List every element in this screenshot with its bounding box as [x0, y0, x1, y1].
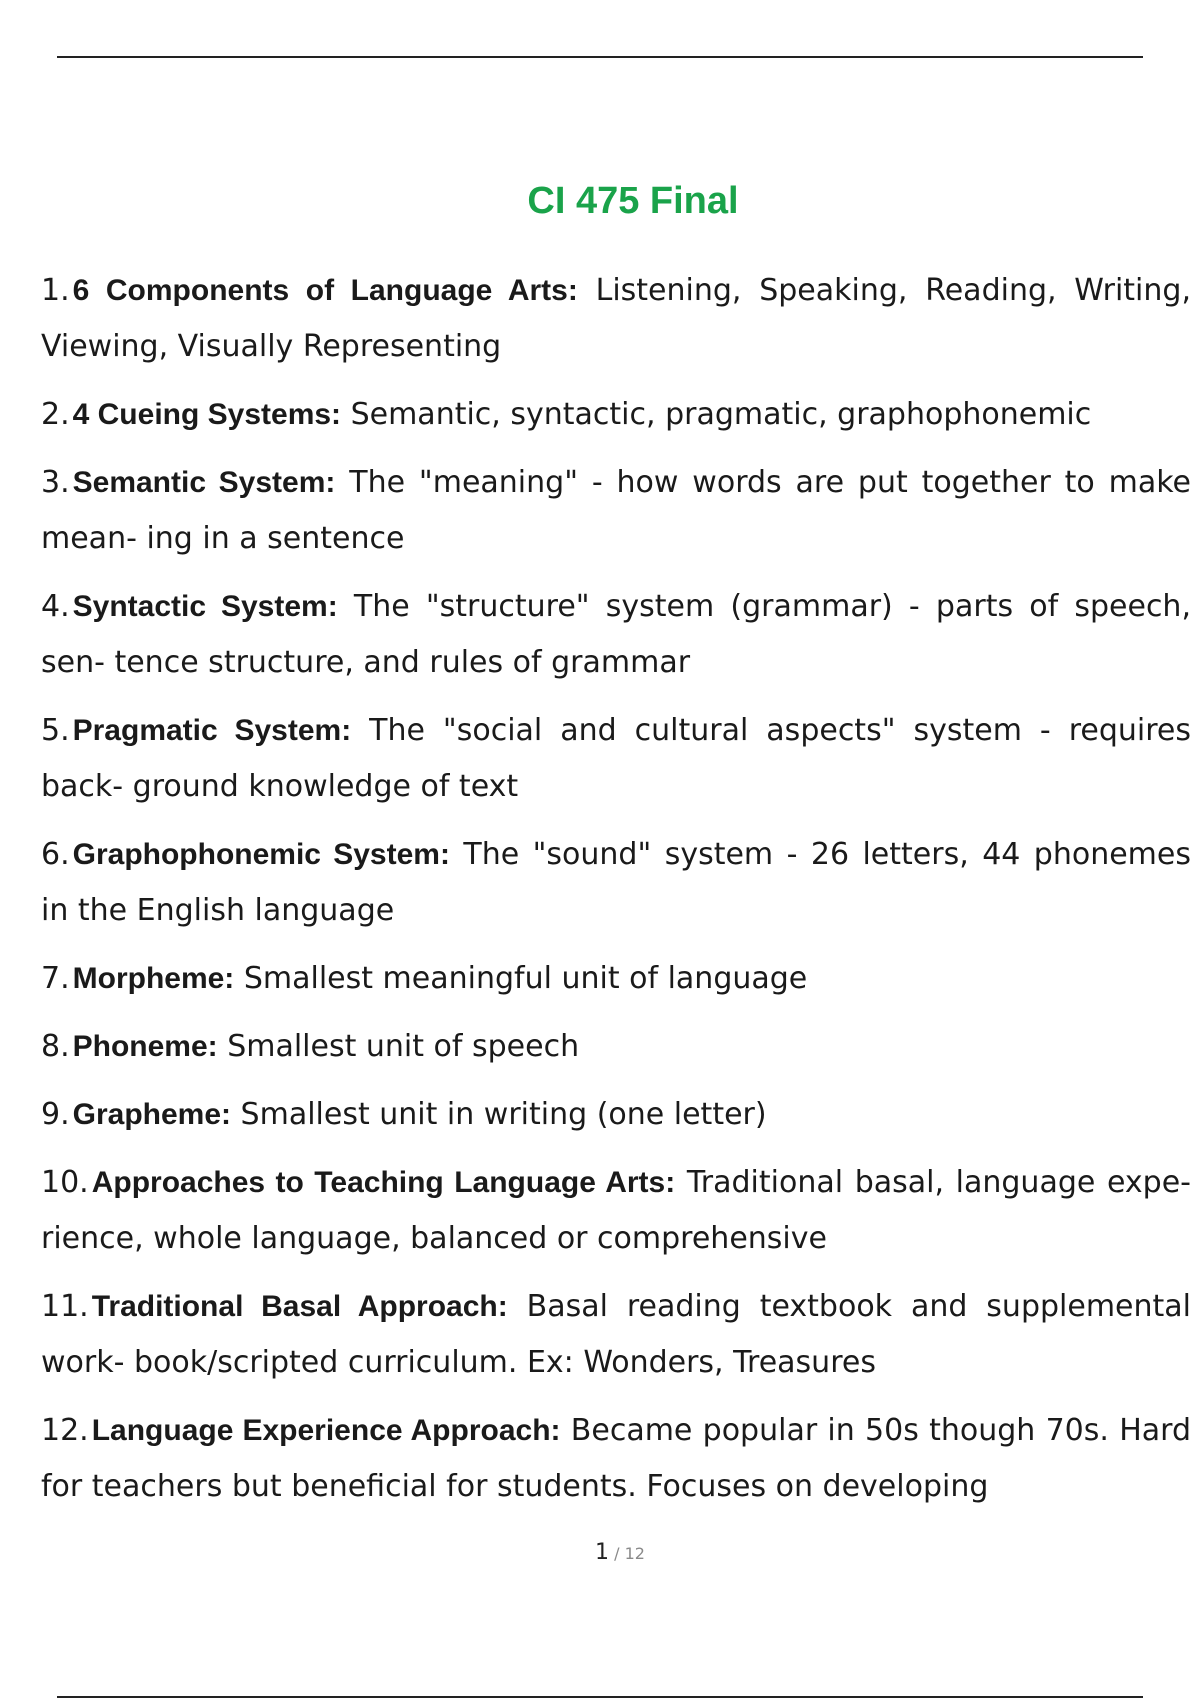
term-definition: The "structure" system (grammar) - parts of speech, sen- tence structure, and rules of grammar: [41, 589, 1191, 680]
term-label: 6 Components of Language Arts:: [72, 274, 578, 307]
term-definition: Traditional basal, language expe- rience, whole language, balanced or comprehensive: [41, 1165, 1191, 1256]
term-number: 8.: [41, 1029, 70, 1064]
term-number: 9.: [41, 1097, 70, 1132]
term-item: [41, 387, 1191, 443]
term-number: 11.: [41, 1289, 89, 1324]
term-label: Phoneme:: [72, 1030, 218, 1063]
term-number: 5.: [41, 713, 70, 748]
term-label: Syntactic System:: [72, 590, 338, 623]
term-label: Approaches to Teaching Language Arts:: [91, 1166, 676, 1199]
current-page-number: 1: [595, 1540, 610, 1565]
term-item: [41, 579, 1191, 691]
term-number: 1.: [41, 273, 70, 308]
top-divider: [57, 56, 1143, 58]
term-item: [41, 951, 1191, 1007]
term-item: [41, 1087, 1191, 1143]
term-item: [41, 1403, 1191, 1515]
term-number: 4.: [41, 589, 70, 624]
term-item: [41, 1019, 1191, 1075]
term-definition: Semantic, syntactic, pragmatic, graphophonemic: [341, 397, 1092, 432]
term-definition: The "social and cultural aspects" system - requires back- ground knowledge of text: [41, 713, 1191, 804]
term-label: Grapheme:: [72, 1098, 232, 1131]
term-label: 4 Cueing Systems:: [72, 398, 342, 431]
term-label: Morpheme:: [72, 962, 235, 995]
term-number: 2.: [41, 397, 70, 432]
term-definition: Became popular in 50s though 70s. Hard for teachers but beneficial for students. Focuses on developing: [41, 1413, 1191, 1504]
term-label: Language Experience Approach:: [91, 1414, 561, 1447]
term-item: [41, 703, 1191, 815]
term-definition: Basal reading textbook and supplemental work- book/scripted curriculum. Ex: Wonders, Treasures: [41, 1289, 1191, 1380]
term-label: Traditional Basal Approach:: [91, 1290, 508, 1323]
term-definition: The "sound" system - 26 letters, 44 phonemes in the English language: [41, 837, 1191, 928]
term-definition: The "meaning" - how words are put together to make mean- ing in a sentence: [41, 465, 1191, 556]
total-page-count: 12: [624, 1544, 645, 1563]
term-label: Pragmatic System:: [72, 714, 352, 747]
term-number: 12.: [41, 1413, 89, 1448]
term-list: [41, 263, 1191, 1527]
term-number: 6.: [41, 837, 70, 872]
term-item: [41, 827, 1191, 939]
term-number: 7.: [41, 961, 70, 996]
term-definition: Smallest unit of speech: [217, 1029, 580, 1064]
term-item: [41, 455, 1191, 567]
term-item: [41, 1155, 1191, 1267]
term-label: Semantic System:: [72, 466, 336, 499]
page-separator: /: [609, 1544, 625, 1563]
term-definition: Listening, Speaking, Reading, Writing, Viewing, Visually Representing: [41, 273, 1191, 364]
term-definition: Smallest unit in writing (one letter): [231, 1097, 767, 1132]
page-indicator: [0, 1540, 1200, 1565]
term-number: 10.: [41, 1165, 89, 1200]
bottom-divider: [57, 1696, 1143, 1698]
term-item: [41, 263, 1191, 375]
term-label: Graphophonemic System:: [72, 838, 450, 871]
term-item: [41, 1279, 1191, 1391]
term-number: 3.: [41, 465, 70, 500]
document-title: CI 475 Final: [527, 180, 739, 222]
term-definition: Smallest meaningful unit of language: [234, 961, 808, 996]
